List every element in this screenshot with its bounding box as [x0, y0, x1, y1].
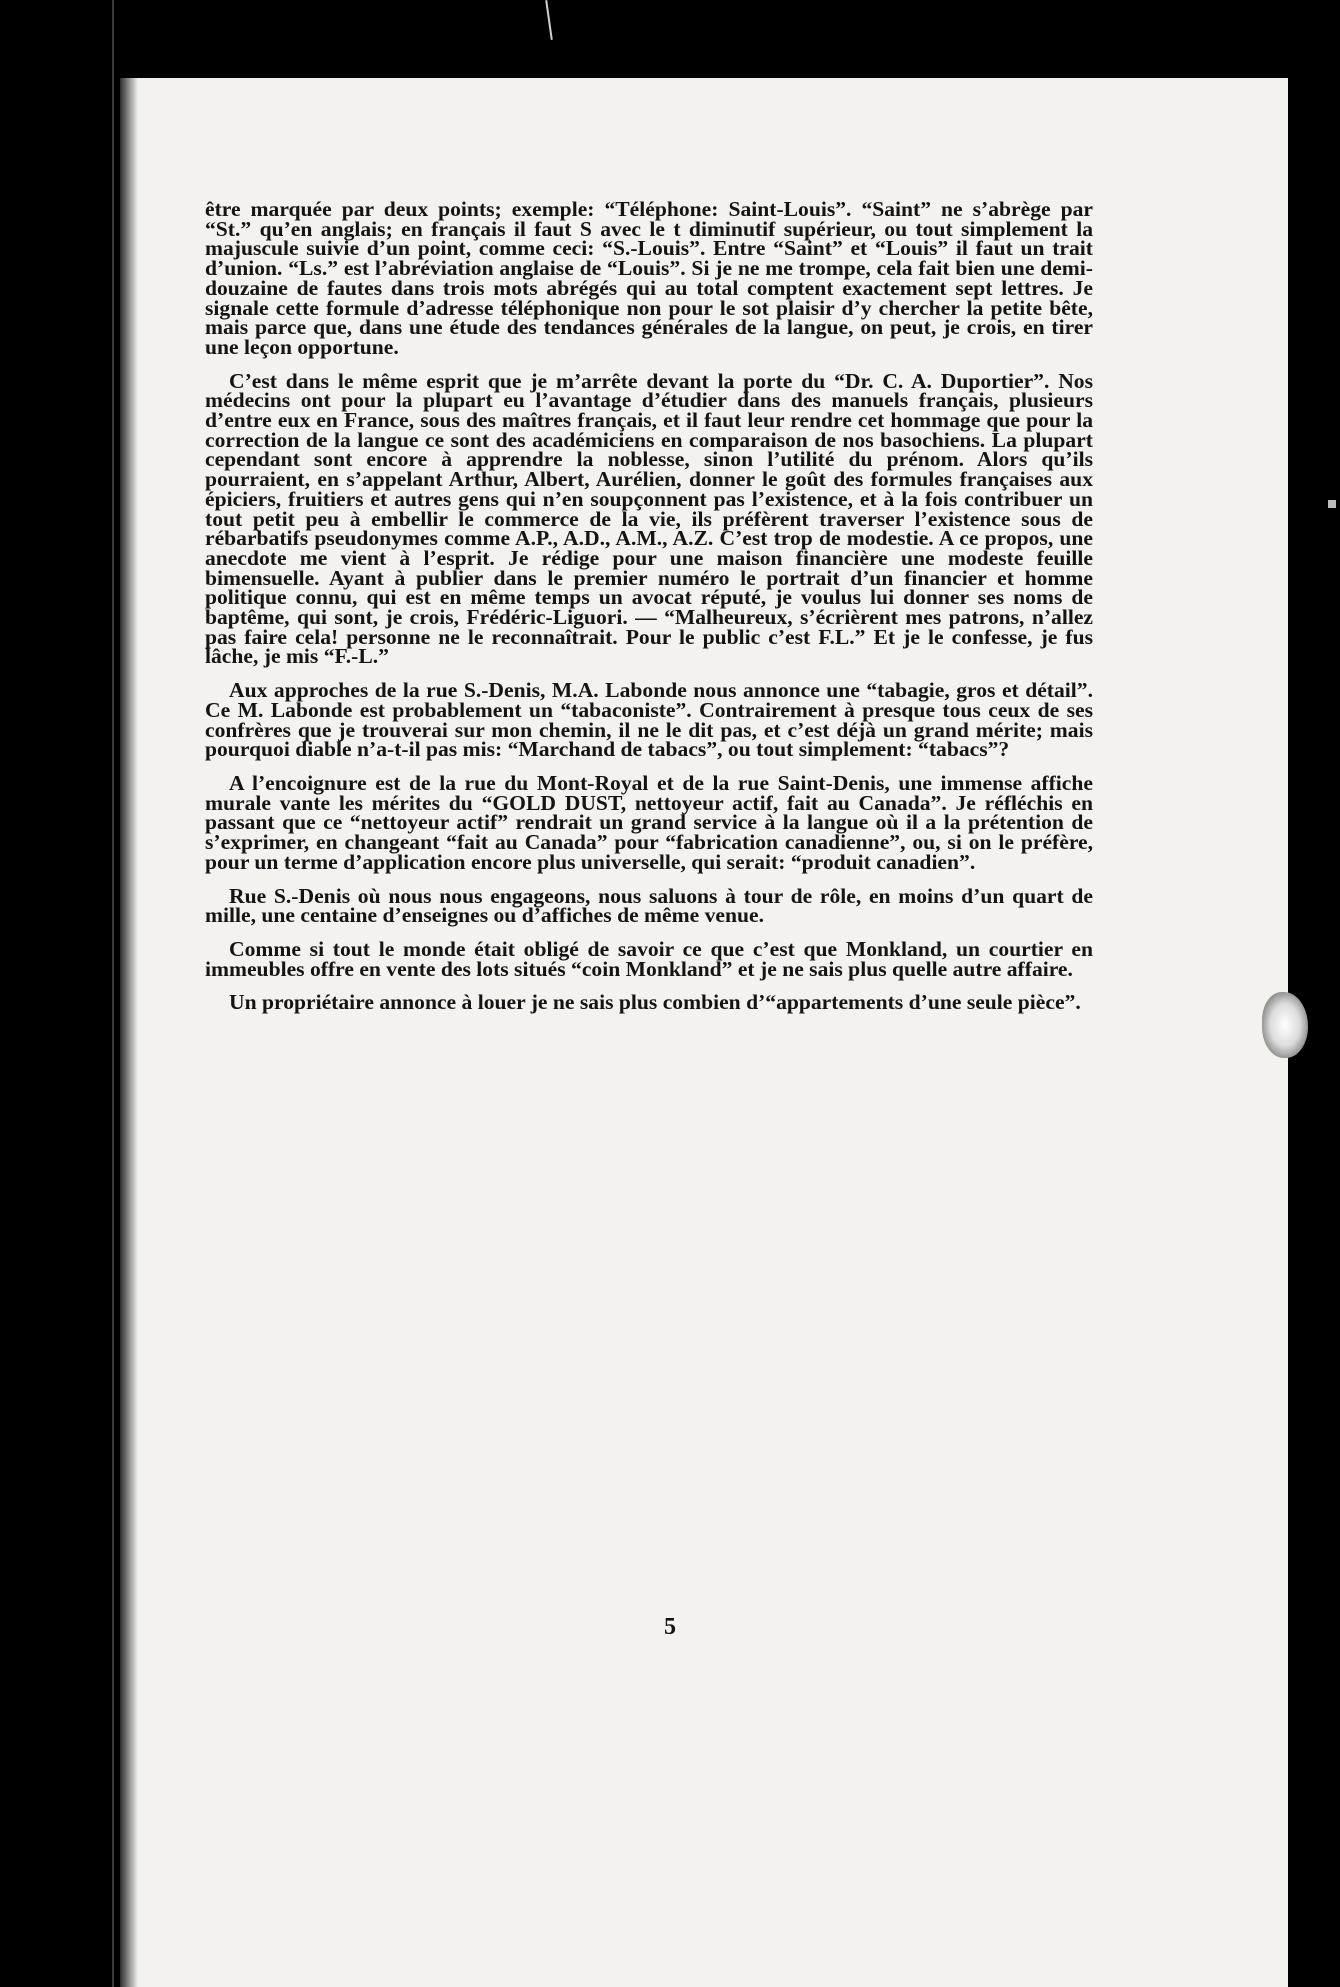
page-body — [205, 197, 1093, 1027]
paragraph-6: Comme si tout le monde était obligé de savoir ce que c’est que Monkland, un courtier en immeubles offre en vente des lots situés “coin Monkland” et je ne sais plus quelle autre affaire. — [205, 936, 1093, 981]
paragraph-1: être marquée par deux points; exemple: “Téléphone: Saint-Louis”. “Saint” ne s’abrège par “St.” qu’en anglais; en français il faut S avec le t diminutif supérieur, ou tout simplement la majuscule suivie d’un point, comme ceci: “S.-Louis”. Entre “Saint” et “Louis” il faut un trait d’union. “Ls.” est l’abréviation anglaise de “Louis”. Si je ne me trompe, cela fait bien une demi-douzaine de fautes dans trois mots abrégés qui au total comptent exactement sept lettres. Je signale cette formule d’adresse téléphonique non pour le sot plaisir d’y chercher la petite bête, mais parce que, dans une étude des tendances générales de la langue, on peut, je crois, en tirer une leçon opportune. — [205, 197, 1093, 359]
paragraph-7: Un propriétaire annonce à louer je ne sais plus combien d’“appartements d’une seule pièce”. — [229, 990, 1081, 1015]
paper-stain — [1262, 992, 1308, 1058]
paragraph-4: A l’encoignure est de la rue du Mont-Royal et de la rue Saint-Denis, une immense affiche murale vante les mérites du “GOLD DUST, nettoyeur actif, fait au Canada”. Je réfléchis en passant que ce “nettoyeur actif” rendrait un grand service à la langue où il a la prétention de s’exprimer, en changeant “fait au Canada” pour “fabrication canadienne”, ou, si on le préfère, pour un terme d’application encore plus universelle, qui serait: “produit canadien”. — [205, 770, 1093, 874]
film-scratch — [545, 0, 553, 40]
page-edge-shadow — [120, 78, 138, 1987]
page-number: 5 — [664, 1614, 676, 1640]
film-edge-line — [112, 0, 114, 1987]
paragraph-2: C’est dans le même esprit que je m’arrête devant la porte du “Dr. C. A. Duportier”. Nos médecins ont pour la plupart eu l’avantage d’étudier dans des manuels français, plusieurs d’entre eux en France, sous des maîtres français, et il faut leur rendre cet hommage que pour la correction de la langue ce sont des académiciens en comparaison de nos basochiens. La plupart cependant sont encore à apprendre la noblesse, sinon l’utilité du prénom. Alors qu’ils pourraient, en s’appelant Arthur, Albert, Aurélien, donner le goût des formules françaises aux épiciers, fruitiers et autres gens qui n’en soupçonnent pas l’existence, et à la fois contribuer un tout petit peu à embellir le commerce de la vie, ils préfèrent traverser l’existence sous de rébarbatifs pseudonymes comme A.P., A.D., A.M., A.Z. C’est trop de modestie. A ce propos, une anecdote me vient à l’esprit. Je rédige pour une maison financière une modeste feuille bimensuelle. Ayant à publier dans le premier numéro le portrait d’un financier et homme politique connu, qui est en même temps un avocat réputé, je voulus lui donner ses noms de baptême, qui sont, je crois, Frédéric-Liguori. — “Malheureux, s’écrièrent mes patrons, n’allez pas faire cela! personne ne le reconnaîtrait. Pour le public c’est F.L.” Et je le confesse, je fus lâche, je mis “F.-L.” — [205, 368, 1093, 669]
paragraph-5: Rue S.-Denis où nous nous engageons, nous saluons à tour de rôle, en moins d’un quart de mille, une centaine d’enseignes ou d’affiches de même venue. — [205, 883, 1093, 928]
film-mark — [1328, 500, 1336, 508]
paragraph-3: Aux approches de la rue S.-Denis, M.A. Labonde nous annonce une “tabagie, gros et détail”. Ce M. Labonde est probablement un “tabaconiste”. Contrairement à presque tous ceux de ses confrères que je trouverai sur mon chemin, il ne le dit pas, et c’est déjà un grand mérite; mais pourquoi diable n’a-t-il pas mis: “Marchand de tabacs”, ou tout simplement: “tabacs”? — [205, 678, 1093, 762]
